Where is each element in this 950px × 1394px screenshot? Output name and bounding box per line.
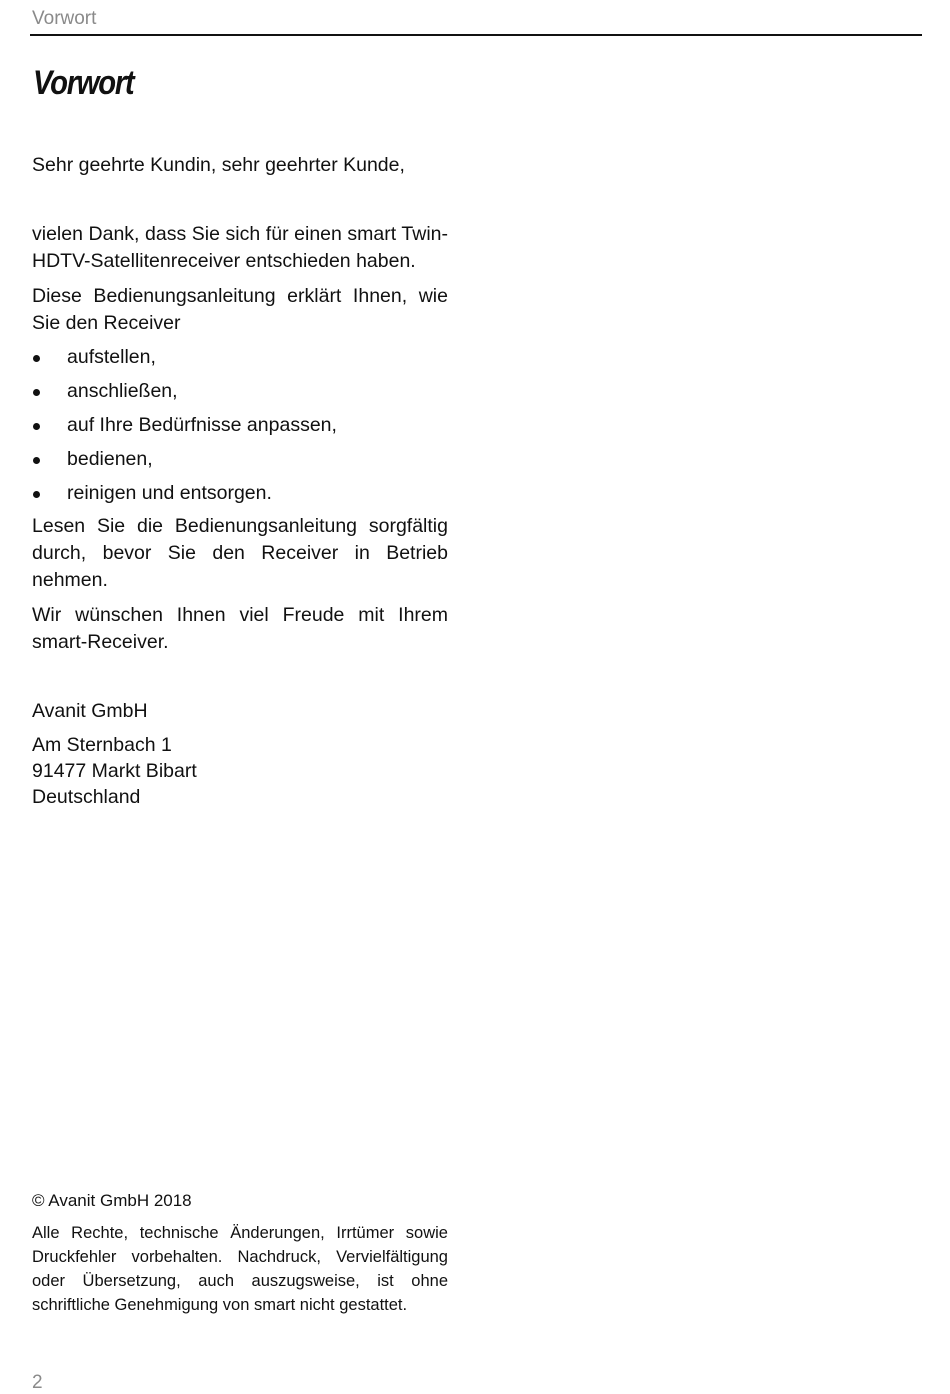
address-street: Am Sternbach 1 (32, 734, 172, 756)
list-item: reinigen und entsorgen. (32, 480, 448, 514)
bullet-icon (33, 423, 40, 430)
paragraph-wish: Wir wünschen Ihnen viel Freude mit Ihrem smart-Receiver. (32, 604, 448, 653)
list-item: aufstellen, (32, 344, 448, 378)
page-title: Vorwort (33, 64, 134, 102)
list-item: bedienen, (32, 446, 448, 480)
salutation: Sehr geehrte Kundin, sehr geehrter Kunde, (32, 154, 405, 176)
paragraph-read-carefully: Lesen Sie die Bedienungsanleitung sorgfältig durch, bevor Sie den Receiver in Betrieb nehmen. (32, 515, 448, 591)
address-country: Deutschland (32, 786, 141, 808)
list-item: auf Ihre Bedürfnisse anpassen, (32, 412, 448, 446)
paragraph-thanks: vielen Dank, dass Sie sich für einen smart Twin-HDTV-Satellitenreceiver entschieden haben. (32, 223, 448, 272)
company-address (32, 732, 448, 810)
address-city: 91477 Markt Bibart (32, 760, 197, 782)
legal-notice: Alle Rechte, technische Änderungen, Irrtümer sowie Druckfehler vorbehalten. Nachdruck, Vervielfältigung oder Übersetzung, auch auszugsweise, ist ohne schriftliche Genehmigung von smart nicht gestattet. (32, 1224, 448, 1314)
list-item: anschließen, (32, 378, 448, 412)
bullet-icon (33, 491, 40, 498)
bullet-icon (33, 355, 40, 362)
paragraph-intro: Diese Bedienungsanleitung erklärt Ihnen, wie Sie den Receiver (32, 285, 448, 334)
bullet-icon (33, 457, 40, 464)
page-number: 2 (32, 1372, 43, 1393)
running-header: Vorwort (32, 8, 97, 29)
bullet-list (32, 344, 448, 514)
company-name: Avanit GmbH (32, 700, 148, 722)
copyright-notice: © Avanit GmbH 2018 (32, 1191, 192, 1210)
bullet-icon (33, 389, 40, 396)
header-divider (30, 34, 922, 36)
